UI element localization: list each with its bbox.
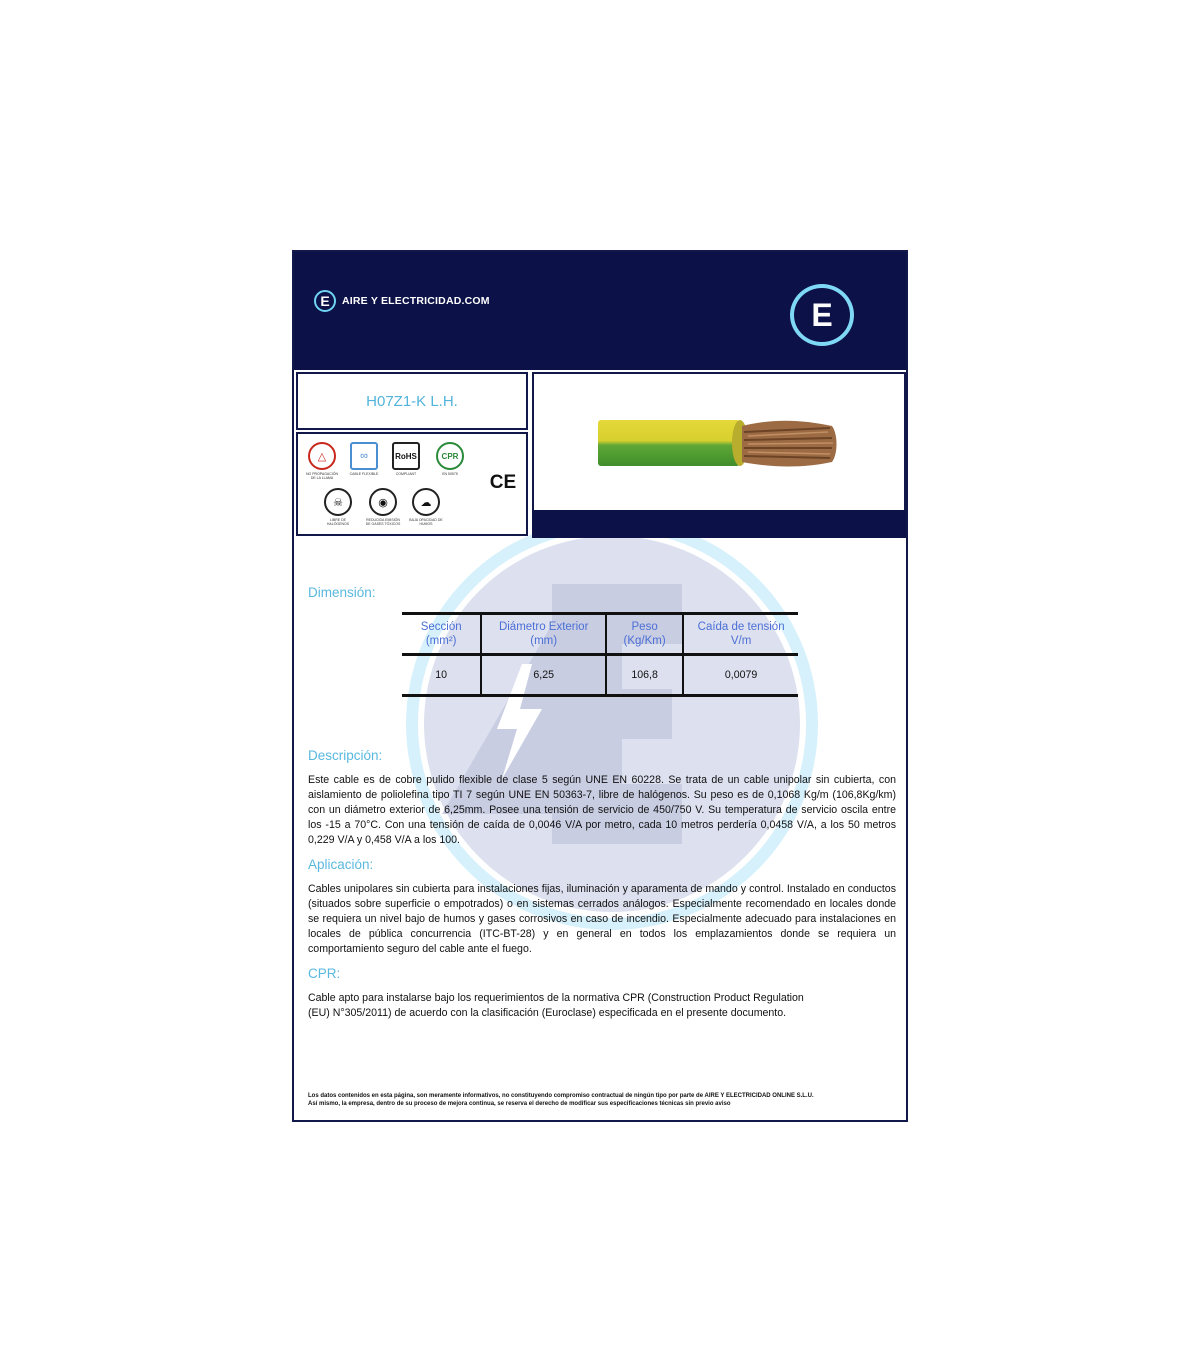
description-heading: Descripción: xyxy=(308,748,383,763)
company-logo-icon xyxy=(790,284,854,346)
cable-image xyxy=(534,374,904,510)
cpr-text-line: (EU) N°305/2011) de acuerdo con la clasificación (Euroclase) especificada en el presente documento. xyxy=(308,1007,787,1019)
photo-bar xyxy=(532,510,906,538)
dimension-heading: Dimensión: xyxy=(308,585,376,600)
cpr-text-line: Cable apto para instalarse bajo los requerimientos de la normativa CPR (Construction Product Regulation xyxy=(308,992,804,1004)
cpr-text xyxy=(308,991,896,1021)
watermark-logo-icon xyxy=(402,514,822,934)
product-title: H07Z1-K L.H. xyxy=(366,392,458,410)
brand xyxy=(314,290,490,312)
smoke-icon: ☁ BAJA OPACIDAD DE HUMOS xyxy=(408,488,444,526)
company-logo-letter: E xyxy=(811,296,833,333)
brand-logo-icon: E xyxy=(314,290,336,312)
ce-mark-icon: CE xyxy=(489,472,517,493)
column-header: Diámetro Exterior (mm) xyxy=(481,614,606,655)
skull-icon: ☠ LIBRE DE HALÓGENOS xyxy=(320,488,356,526)
table-cell: 106,8 xyxy=(606,655,683,696)
flexible-caption: CABLE FLEXIBLE xyxy=(349,472,379,476)
column-header: Caída de tensión V/m xyxy=(683,614,798,655)
flame-icon: △ NO PROPAGACIÓN DE LA LLAMA xyxy=(304,442,340,480)
flame-caption: NO PROPAGACIÓN DE LA LLAMA xyxy=(305,472,339,480)
disclaimer-line: Así mismo, la empresa, dentro de su proceso de mejora continua, se reserva el derecho de modificar sus especificaciones técnicas sin previo aviso xyxy=(308,1101,731,1107)
rohs-caption: COMPLIANT xyxy=(395,472,417,476)
table-cell: 10 xyxy=(402,655,481,696)
header-banner xyxy=(294,252,906,370)
rohs-icon: RoHS COMPLIANT xyxy=(390,442,422,476)
product-photo-box xyxy=(532,372,906,512)
halogen-caption: LIBRE DE HALÓGENOS xyxy=(326,518,350,526)
gas-mask-icon: ◉ REDUCIDA EMISIÓN DE GASES TÓXICOS xyxy=(364,488,402,526)
disclaimer-line: Los datos contenidos en esta página, son meramente informativos, no constituyendo compromiso contractual de ningún tipo por parte de AIRE Y ELECTRICIDAD ONLINE S.L.U. xyxy=(308,1093,814,1099)
cpr-icon: CPR EN 50575 xyxy=(434,442,466,476)
cpr-heading: CPR: xyxy=(308,966,341,981)
certification-icons xyxy=(296,432,528,536)
dimension-table xyxy=(402,612,798,697)
cpr-caption: EN 50575 xyxy=(442,472,458,476)
column-header: Peso (Kg/Km) xyxy=(606,614,683,655)
table-cell: 0,0079 xyxy=(683,655,798,696)
product-title-box xyxy=(296,372,528,430)
column-header: Sección (mm²) xyxy=(402,614,481,655)
description-text: Este cable es de cobre pulido flexible de clase 5 según UNE EN 60228. Se trata de un cable unipolar sin cubierta, con aislamiento de poliolefina tipo TI 7 según UNE EN 50363-7, libre de halógenos. Su peso es de 0,1068 Kg/m (106,8Kg/km) con un diámetro exterior de 6,25mm. Posee una tensión de servicio de 450/750 V. Su temperatura de servicio oscila entre los -15 a 70°C. Con una tensión de caída de 0,0046 V/A por metro, cada 10 metros perdería 0,0458 V/A, a los 50 metros 0,229 V/A y 0,458 V/A a los 100. xyxy=(308,774,896,846)
application-text: Cables unipolares sin cubierta para instalaciones fijas, iluminación y aparamenta de mando y control. Instalado en conductos (situados sobre superficie o empotrados) o en sistemas cerrados análogos. Especialmente recomendado en locales donde se requiera un nivel bajo de humos y gases corrosivos en caso de incendio. Especialmente adecuado para instalaciones en locales de pública concurrencia (ITC-BT-28) y en general en todos los emplazamientos donde se requiera un comportamiento seguro del cable ante el fuego. xyxy=(308,883,896,955)
disclaimer xyxy=(308,1092,898,1108)
flexible-cable-icon: ∞ CABLE FLEXIBLE xyxy=(346,442,382,476)
table-row xyxy=(402,655,798,696)
brand-name: AIRE Y ELECTRICIDAD.COM xyxy=(342,295,490,307)
datasheet xyxy=(292,250,908,1122)
smoke-caption: BAJA OPACIDAD DE HUMOS xyxy=(409,518,443,526)
table-cell: 6,25 xyxy=(481,655,606,696)
application-heading: Aplicación: xyxy=(308,857,374,872)
gas-caption: REDUCIDA EMISIÓN DE GASES TÓXICOS xyxy=(365,518,401,526)
